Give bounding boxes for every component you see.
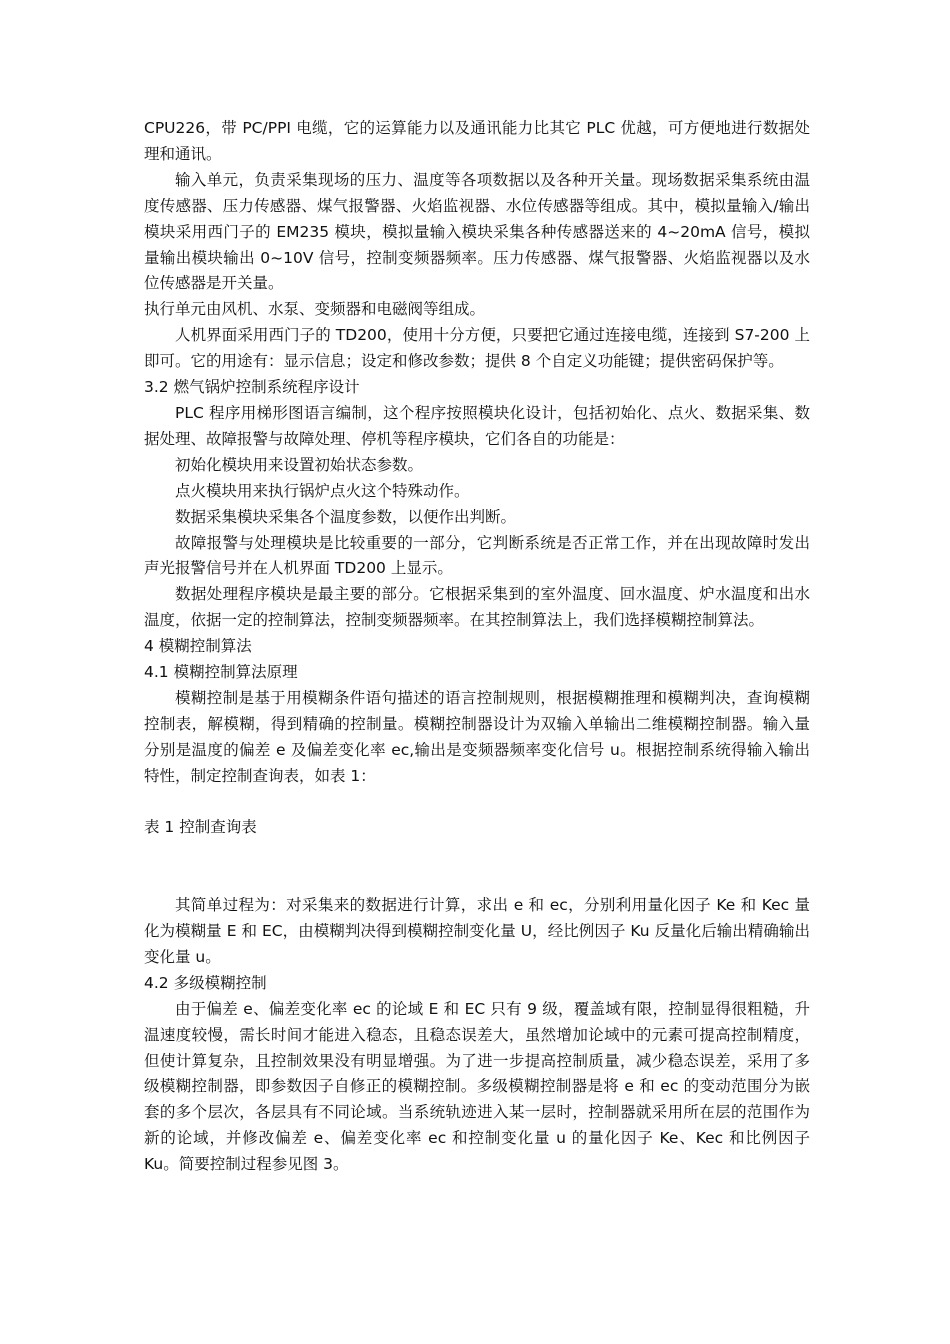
paragraph-fault-module: 故障报警与处理模块是比较重要的一部分，它判断系统是否正常工作，并在出现故障时发出声光报警信号并在人机界面 TD200 上显示。 (144, 533, 810, 578)
paragraph-multilevel-fuzzy: 由于偏差 e、偏差变化率 ec 的论域 E 和 EC 只有 9 级，覆盖域有限，控制显得很粗糙，升温速度较慢，需长时间才能进入稳态，且稳态误差大，虽然增加论域中的元素可提高控制精度，但使计算复杂，且控制效果没有明显增强。为了进一步提高控制质量，减少稳态误差，采用了多级模糊控制器，即参数因子自修正的模糊控制。多级模糊控制器是将 e 和 ec 的变动范围分为嵌套的多个层次，各层具有不同论域。当系统轨迹进入某一层时，控制器就采用所在层的范围作为新的论域，并修改偏差 e、偏差变化率 ec 和控制变化量 u 的量化因子 Ke、Kec 和比例因子 Ku。简要控制过程参见图 3。 (144, 999, 810, 1174)
table-caption: 表 1 控制查询表 (144, 818, 257, 837)
paragraph-data-processing: 数据处理程序模块是最主要的部分。它根据采集到的室外温度、回水温度、炉水温度和出水温度，依据一定的控制算法，控制变频器频率。在其控制算法上，我们选择模糊控制算法。 (144, 585, 810, 630)
section-heading-4-1: 4.1 模糊控制算法原理 (144, 663, 298, 682)
paragraph-ignition-module: 点火模块用来执行锅炉点火这个特殊动作。 (175, 481, 470, 500)
blank-line (144, 841, 810, 867)
paragraph-plc-program: PLC 程序用梯形图语言编制，这个程序按照模块化设计，包括初始化、点火、数据采集、数据处理、故障报警与故障处理、停机等程序模块，它们各自的功能是： (144, 403, 810, 448)
blank-line (144, 867, 810, 893)
paragraph-execution-unit: 执行单元由风机、水泵、变频器和电磁阀等组成。 (144, 300, 486, 319)
document-page (144, 116, 810, 1178)
section-heading-4: 4 模糊控制算法 (144, 637, 252, 656)
section-heading-3-2: 3.2 燃气锅炉控制系统程序设计 (144, 378, 360, 397)
paragraph-hmi: 人机界面采用西门子的 TD200，使用十分方便，只要把它通过连接电缆，连接到 S7-200 上即可。它的用途有：显示信息；设定和修改参数；提供 8 个自定义功能键；提供密码保护等。 (144, 326, 810, 371)
blank-line (144, 790, 810, 816)
paragraph-cpu226: CPU226，带 PC/PPI 电缆，它的运算能力以及通讯能力比其它 PLC 优越，可方便地进行数据处理和通讯。 (144, 119, 810, 163)
paragraph-input-unit: 输入单元，负责采集现场的压力、温度等各项数据以及各种开关量。现场数据采集系统由温度传感器、压力传感器、煤气报警器、火焰监视器、水位传感器等组成。其中，模拟量输入/输出模块采用西门子的 EM235 模块，模拟量输入模块采集各种传感器送来的 4~20mA 信号，模拟量输出模块输出 0~10V 信号，控制变频器频率。压力传感器、煤气报警器、火焰监视器以及水位传感器是开关量。 (144, 170, 810, 293)
paragraph-init-module: 初始化模块用来设置初始状态参数。 (175, 455, 424, 474)
paragraph-acquisition-module: 数据采集模块采集各个温度参数，以便作出判断。 (175, 507, 517, 526)
paragraph-simple-process: 其简单过程为：对采集来的数据进行计算，求出 e 和 ec，分别利用量化因子 Ke 和 Kec 量化为模糊量 E 和 EC，由模糊判决得到模糊控制变化量 U，经比例因子 Ku 反量化后输出精确输出变化量 u。 (144, 896, 810, 966)
section-heading-4-2: 4.2 多级模糊控制 (144, 973, 267, 992)
paragraph-fuzzy-principle: 模糊控制是基于用模糊条件语句描述的语言控制规则，根据模糊推理和模糊判决，查询模糊控制表，解模糊，得到精确的控制量。模糊控制器设计为双输入单输出二维模糊控制器。输入量分别是温度的偏差 e 及偏差变化率 ec,输出是变频器频率变化信号 u。根据控制系统得输入输出特性，制定控制查询表，如表 1： (144, 688, 810, 785)
